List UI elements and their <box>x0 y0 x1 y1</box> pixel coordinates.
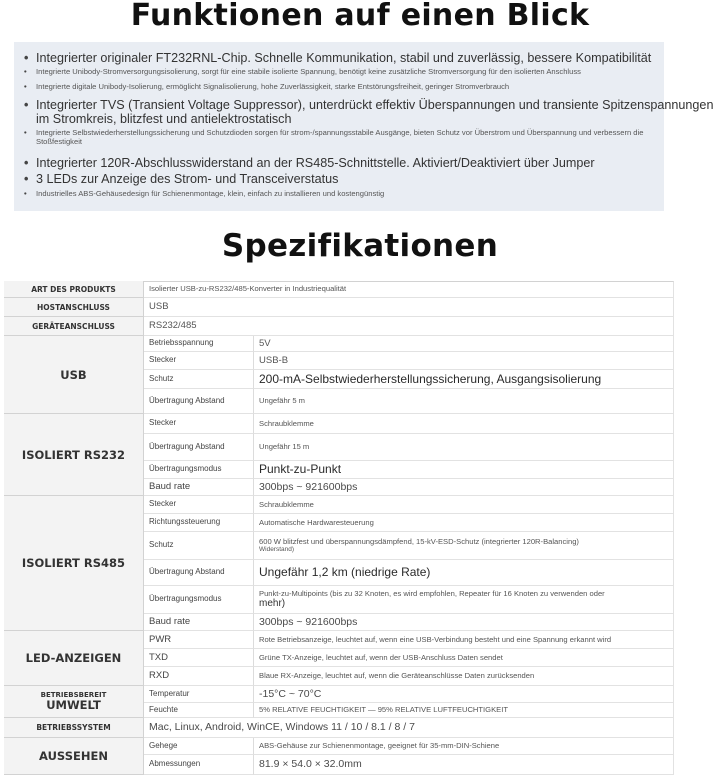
rs485-baud-label: Baud rate <box>144 614 254 631</box>
device-label: GERÄTEANSCHLUSS <box>4 317 144 336</box>
rs232-baud-label: Baud rate <box>144 479 254 496</box>
env-temp-value: -15°C ~ 70°C <box>254 686 674 703</box>
rs232-distance-label: Übertragung Abstand <box>144 434 254 461</box>
usb-protection-label: Schutz <box>144 370 254 389</box>
usb-protection-value: 200-mA-Selbstwiederherstellungssicherung, Ausgangsisolierung <box>254 370 674 389</box>
rs485-direction-label: Richtungssteuerung <box>144 514 254 532</box>
appearance-case-label: Gehege <box>144 738 254 755</box>
rs485-protection-line-1: 600 W blitzfest und überspannungsdämpfend, 15-kV-ESD-Schutz (integrierter 120R-Balancing) <box>259 537 579 547</box>
product-type-label: ART DES PRODUKTS <box>4 281 144 298</box>
feature-item: • Integrierter TVS (Transient Voltage Suppressor), unterdrückt effektiv Überspannungen und transiente Spitzenspannungen im Stromkreis, blitzfest und antielektrostatisch <box>24 98 714 127</box>
usb-distance-label: Übertragung Abstand <box>144 389 254 414</box>
feature-item: • Integrierter originaler FT232RNL-Chip. Schnelle Kommunikation, stabil und zuverlässig, bessere Kompatibilität <box>24 51 652 65</box>
rs232-connector-value: Schraubklemme <box>254 414 674 434</box>
usb-distance-value: Ungefähr 5 m <box>254 389 674 414</box>
product-type-value: Isolierter USB-zu-RS232/485-Konverter in Industriequalität <box>144 281 674 298</box>
rs485-mode-line-1: Punkt-zu-Multipoints (bis zu 32 Knoten, es wird empfohlen, Repeater für 16 Knoten zu verwenden oder <box>259 588 605 598</box>
env-group-line-1: BETRIEBSBEREIT <box>40 690 107 699</box>
rs485-connector-value: Schraubklemme <box>254 496 674 514</box>
os-value: Mac, Linux, Android, WinCE, Windows 11 / 10 / 8.1 / 8 / 7 <box>144 718 674 738</box>
rs232-group-label: ISOLIERT RS232 <box>4 414 144 496</box>
rs485-protection-label: Schutz <box>144 532 254 560</box>
rs485-distance-label: Übertragung Abstand <box>144 560 254 586</box>
led-pwr-label: PWR <box>144 631 254 649</box>
led-txd-label: TXD <box>144 649 254 667</box>
rs485-direction-value: Automatische Hardwaresteuerung <box>254 514 674 532</box>
led-pwr-value: Rote Betriebsanzeige, leuchtet auf, wenn eine USB-Verbindung besteht und eine Spannung erkannt wird <box>254 631 674 649</box>
rs485-protection-line-2: Widerstand) <box>259 546 295 554</box>
os-label: BETRIEBSSYSTEM <box>4 718 144 738</box>
env-temp-label: Temperatur <box>144 686 254 703</box>
spec-title: Spezifikationen <box>221 228 499 264</box>
usb-voltage-value: 5V <box>254 336 674 352</box>
env-humidity-value: 5% RELATIVE FEUCHTIGKEIT — 95% RELATIVE LUFTFEUCHTIGKEIT <box>254 703 674 718</box>
host-label: HOSTANSCHLUSS <box>4 298 144 317</box>
appearance-dims-value: 81.9 × 54.0 × 32.0mm <box>254 755 674 775</box>
appearance-dims-label: Abmessungen <box>144 755 254 775</box>
env-humidity-label: Feuchte <box>144 703 254 718</box>
led-rxd-value: Blaue RX-Anzeige, leuchtet auf, wenn die Geräteanschlüsse Daten zurücksenden <box>254 667 674 686</box>
feature-item: • Integrierte digitale Unibody-Isolierung, ermöglicht Signalisolierung, hohe Zuverlässigkeit, starke Entstörungsfreiheit, geringer Stromverbrauch <box>24 82 510 91</box>
led-rxd-label: RXD <box>144 667 254 686</box>
usb-voltage-label: Betriebsspannung <box>144 336 254 352</box>
rs485-mode-label: Übertragungsmodus <box>144 586 254 614</box>
rs485-distance-value: Ungefähr 1,2 km (niedrige Rate) <box>254 560 674 586</box>
usb-connector-value: USB-B <box>254 352 674 370</box>
host-value: USB <box>144 298 674 317</box>
rs232-connector-label: Stecker <box>144 414 254 434</box>
feature-item: • Integrierte Selbstwiederherstellungssicherung und Schutzdioden sorgen für strom-/spannungsstabile Ausgänge, bieten Schutz vor Überstrom und Überspannung und verbessern die Stoßfestigkeit <box>24 128 644 146</box>
feature-item: • 3 LEDs zur Anzeige des Strom- und Transceiverstatus <box>24 172 339 186</box>
spec-table <box>4 281 674 775</box>
rs485-connector-label: Stecker <box>144 496 254 514</box>
feature-item: • Integrierter 120R-Abschlusswiderstand an der RS485-Schnittstelle. Aktiviert/Deaktiviert über Jumper <box>24 156 595 170</box>
appearance-group-label: AUSSEHEN <box>4 738 144 775</box>
env-group-line-2: UMWELT <box>46 698 101 713</box>
rs485-mode-value <box>254 586 674 614</box>
rs485-mode-line-2: mehr) <box>259 598 286 610</box>
led-txd-value: Grüne TX-Anzeige, leuchtet auf, wenn der USB-Anschluss Daten sendet <box>254 649 674 667</box>
rs485-baud-value: 300bps ~ 921600bps <box>254 614 674 631</box>
device-value: RS232/485 <box>144 317 674 336</box>
usb-group-label: USB <box>4 336 144 414</box>
feature-item: • Integrierte Unibody-Stromversorgungsisolierung, sorgt für eine stabile isolierte Spannung, benötigt keine zusätzliche Stromversorgung für den isolierten Anschluss <box>24 67 581 76</box>
rs232-mode-label: Übertragungsmodus <box>144 461 254 479</box>
rs232-distance-value: Ungefähr 15 m <box>254 434 674 461</box>
rs485-group-label: ISOLIERT RS485 <box>4 496 144 631</box>
features-title: Funktionen auf einen Blick <box>130 0 590 33</box>
rs485-protection-value <box>254 532 674 560</box>
led-group-label: LED-ANZEIGEN <box>4 631 144 686</box>
feature-item: • Industrielles ABS-Gehäusedesign für Schienenmontage, klein, einfach zu installieren und kostengünstig <box>24 189 385 198</box>
appearance-case-value: ABS-Gehäuse zur Schienenmontage, geeignet für 35-mm-DIN-Schiene <box>254 738 674 755</box>
rs232-baud-value: 300bps ~ 921600bps <box>254 479 674 496</box>
features-panel <box>14 42 714 211</box>
env-group-label <box>4 686 144 718</box>
rs232-mode-value: Punkt-zu-Punkt <box>254 461 674 479</box>
usb-connector-label: Stecker <box>144 352 254 370</box>
